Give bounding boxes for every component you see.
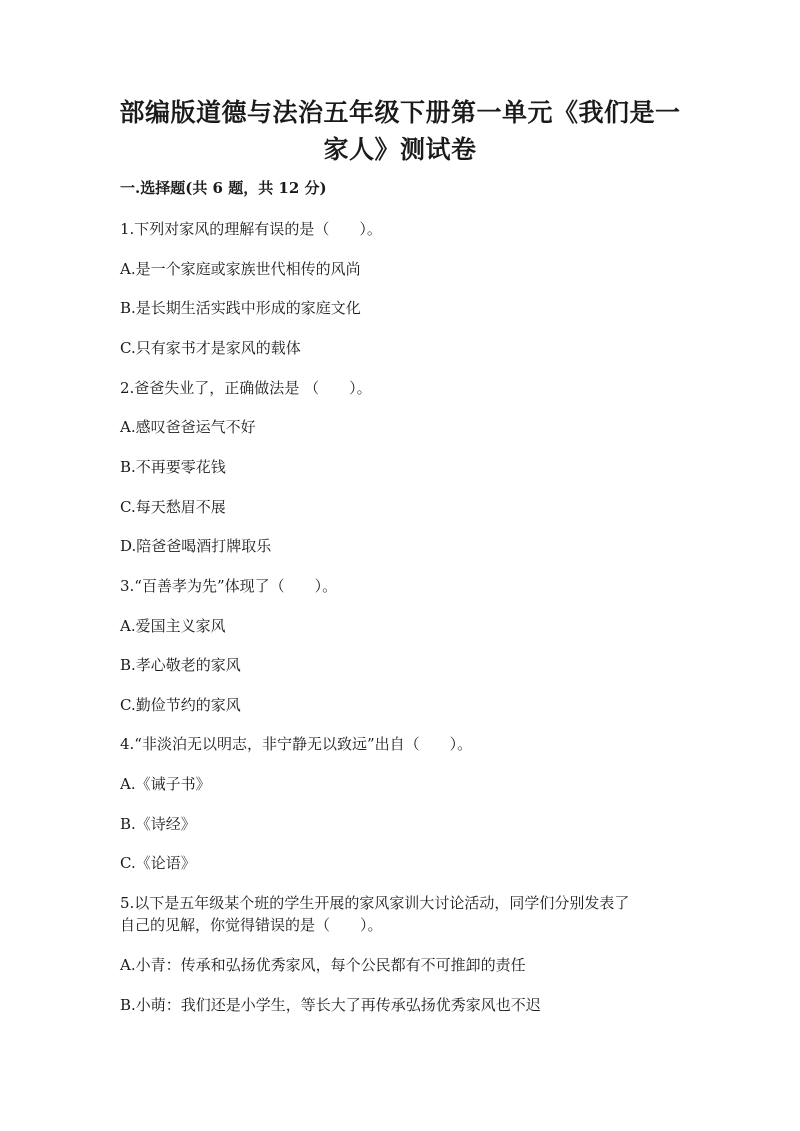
question-2-option-b: B.不再要零花钱 (120, 458, 226, 476)
question-5-stem-line-1: 5.以下是五年级某个班的学生开展的家风家训大讨论活动，同学们分别发表了 (120, 894, 630, 912)
question-2-option-c: C.每天愁眉不展 (120, 498, 226, 516)
question-1-stem: 1.下列对家风的理解有误的是（ ）。 (120, 220, 382, 238)
question-2-stem: 2.爸爸失业了，正确做法是 （ ）。 (120, 379, 372, 397)
question-3-option-c: C.勤俭节约的家风 (120, 696, 241, 714)
question-4-option-c: C.《论语》 (120, 854, 196, 872)
question-3-option-b: B.孝心敬老的家风 (120, 656, 241, 674)
question-4-option-b: B.《诗经》 (120, 815, 196, 833)
question-5-stem-line-2: 自己的见解，你觉得错误的是（ ）。 (120, 916, 383, 934)
question-5-option-b: B.小萌：我们还是小学生，等长大了再传承弘扬优秀家风也不迟 (120, 996, 541, 1014)
question-5-option-a: A.小青：传承和弘扬优秀家风，每个公民都有不可推卸的责任 (120, 956, 526, 974)
question-1-option-a: A.是一个家庭或家族世代相传的风尚 (120, 260, 361, 278)
question-4-stem: 4.“非淡泊无以明志，非宁静无以致远”出自（ ）。 (120, 735, 473, 753)
page-title (110, 94, 690, 168)
section-heading: 一.选择题(共 6 题，共 12 分) (120, 179, 327, 197)
title-line-1: 部编版道德与法治五年级下册第一单元《我们是一 (119, 98, 681, 127)
question-2-option-d: D.陪爸爸喝酒打牌取乐 (120, 537, 272, 555)
question-1-option-b: B.是长期生活实践中形成的家庭文化 (120, 299, 361, 317)
title-line-2: 家人》测试卷 (323, 135, 477, 164)
question-1-option-c: C.只有家书才是家风的载体 (120, 339, 301, 357)
question-3-option-a: A.爱国主义家风 (120, 617, 226, 635)
question-4-option-a: A.《诫子书》 (120, 775, 211, 793)
question-3-stem: 3.“百善孝为先”体现了（ ）。 (120, 577, 338, 595)
question-2-option-a: A.感叹爸爸运气不好 (120, 418, 256, 436)
